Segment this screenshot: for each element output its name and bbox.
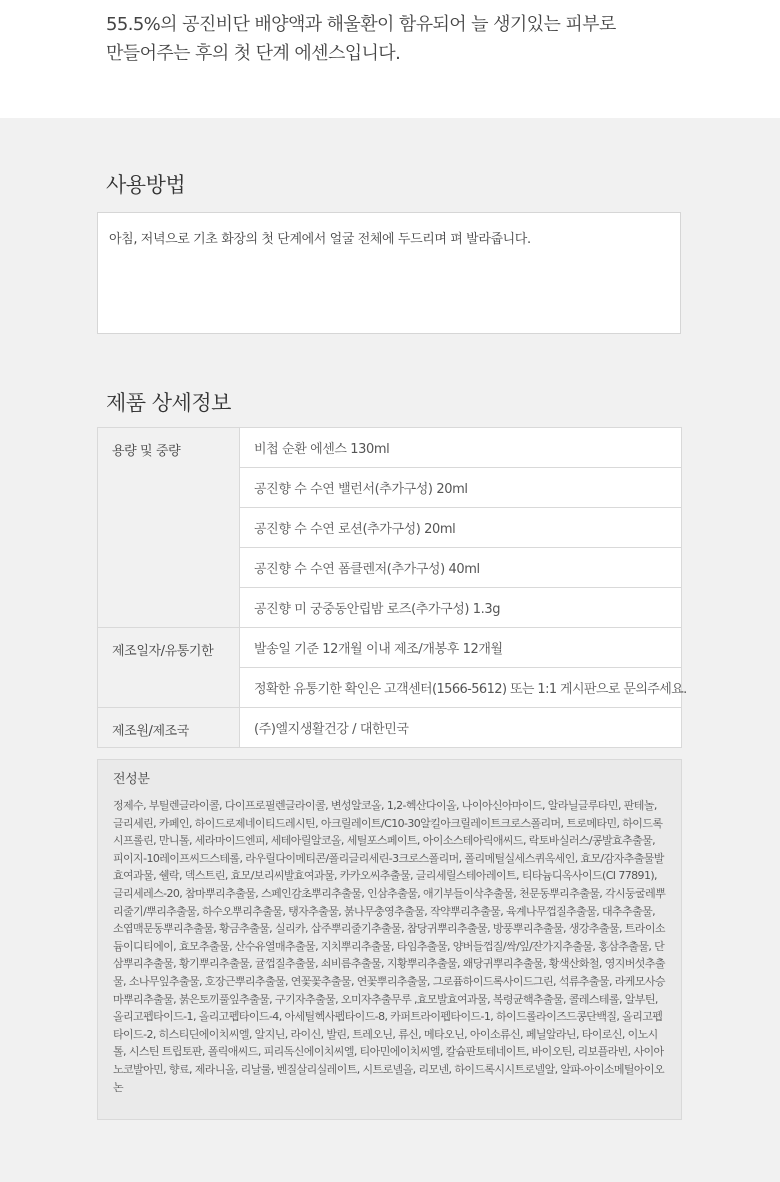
capacity-item: 공진향 수 수연 로션(추가구성) 20ml bbox=[240, 508, 682, 548]
table-row bbox=[98, 428, 682, 468]
usage-title: 사용방법 bbox=[106, 173, 186, 197]
expiry-item: 정확한 유통기한 확인은 고객센터(1566-5612) 또는 1:1 게시판으로 문의주세요. bbox=[240, 668, 682, 708]
intro-section bbox=[0, 0, 780, 118]
capacity-item: 공진향 미 궁중동안립밤 로즈(추가구성) 1.3g bbox=[240, 588, 682, 628]
maker-label: 제조원/제조국 bbox=[98, 708, 240, 748]
capacity-item: 공진향 수 수연 폼클렌저(추가구성) 40ml bbox=[240, 548, 682, 588]
maker-value: (주)엘지생활건강 / 대한민국 bbox=[240, 708, 682, 748]
capacity-item: 공진향 수 수연 밸런서(추가구성) 20ml bbox=[240, 468, 682, 508]
usage-box: 아침, 저녁으로 기초 화장의 첫 단계에서 얼굴 전체에 두드리며 펴 발라줍니다. bbox=[97, 212, 681, 334]
intro-text bbox=[106, 10, 706, 68]
details-title: 제품 상세정보 bbox=[106, 391, 231, 415]
intro-line-1: 55.5%의 공진비단 배양액과 해울환이 함유되어 늘 생기있는 피부로 bbox=[106, 14, 616, 35]
table-row bbox=[98, 708, 682, 748]
intro-line-2: 만들어주는 후의 첫 단계 에센스입니다. bbox=[106, 43, 401, 64]
capacity-label: 용량 및 중량 bbox=[98, 428, 240, 628]
ingredients-text: 정제수, 부틸렌글라이콜, 다이프로필렌글라이콜, 변성알코올, 1,2-헥산다이올, 나이아신아마이드, 알라닐글루타민, 판테놀, 글리세린, 카페인, 하이드로제네이티드레시틴, 아크릴레이트/C10-30알킬아크릴레이트크로스폴리머, 트로메타민, 하이드록시프롤린, 만니톨, 세라마이드엔피, 세테아릴알코올, 세틸포스페이트, 아이소스테아릭애씨드, 락토바실러스/콩발효추출물, 피이지-10레이프씨드스테롤, 라우릴다이메티콘/폴리글리세린-3크로스폴리머, 폴리메틸실세스퀴옥세인, 효모/감자추출물발효여과물, 쉘락, 덱스트린, 효모/보리씨발효여과물, 카카오씨추출물, 글리세릴스테아레이트, 티타늄디옥사이드(CI 77891), 글리세레스-20, 참마뿌리추출물, 스페인감초뿌리추출물, 인삼추출물, 애기부들이삭추출물, 천문동뿌리추출물, 각시둥굴레뿌리줄기/뿌리추출물, 하수오뿌리추출물, 탱자추출물, 붉나무충영추출물, 작약뿌리추출물, 육계나무껍질추출물, 대추추출물, 소엽맥문동뿌리추출물, 황금추출물, 실리카, 삽주뿌리줄기추출물, 참당귀뿌리추출물, 방풍뿌리추출물, 생강추출물, 트라이소듐이디티에이, 효모추출물, 산수유열매추출물, 지치뿌리추출물, 타임추출물, 양버들껍질/싹/잎/잔가지추출물, 홍삼추출물, 단삼뿌리추출물, 황기뿌리추출물, 귤껍질추출물, 쇠비름추출물, 지황뿌리추출물, 왜당귀뿌리추출물, 황색산화철, 영지버섯추출물, 소나무잎추출물, 호장근뿌리추출물, 연꽃꽃추출물, 연꽃뿌리추출물, 그로퓸하이드록사이드그린, 석류추출물, 라케모사승마뿌리추출물, 붉은토끼풀잎추출물, 구기자추출물, 오미자추출무루 ,효모발효여과물, 복령균핵추출물, 콜레스테롤, 알부틴, 올리고펩타이드-1, 올리고펩타이드-4, 아세틸헥사펩타이드-8, 카퍼트라이펩타이드-1, 하이드롤라이즈드콩단백질, 올리고펩타이드-2, 히스티딘에이치씨엘, 알지닌, 라이신, 발린, 트레오닌, 류신, 메타오닌, 아이소류신, 페닐알라닌, 타이로신, 이노시톨, 시스틴 트립토판, 폴릭애씨드, 피리독신에이치씨엘, 티아민에이치씨엘, 칼슘판토테네이트, 바이오틴, 리보플라빈, 사이아노코발아민, 향료, 제라니올, 리날룰, 벤질살리실레이트, 시트로넬올, 리모넨, 하이드록시시트로넬알, 알파-아이소메틸아이오논 bbox=[113, 799, 666, 1094]
ingredients-box bbox=[97, 759, 682, 1120]
table-row bbox=[98, 628, 682, 668]
expiry-label: 제조일자/유통기한 bbox=[98, 628, 240, 708]
capacity-item: 비첩 순환 에센스 130ml bbox=[240, 428, 682, 468]
expiry-item: 발송일 기준 12개월 이내 제조/개봉후 12개월 bbox=[240, 628, 682, 668]
ingredients-label: 전성분 bbox=[113, 772, 150, 787]
details-table bbox=[97, 427, 687, 748]
